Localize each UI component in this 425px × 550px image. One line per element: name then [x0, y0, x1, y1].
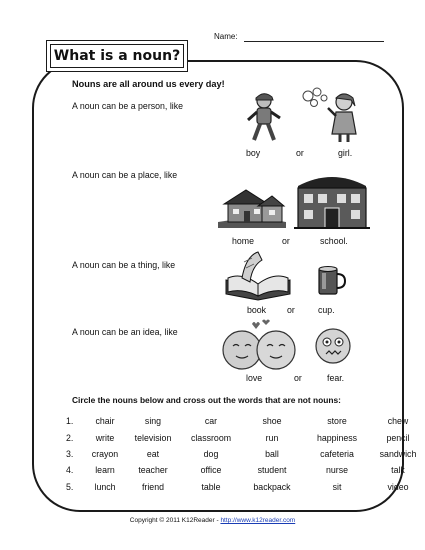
- word-row: [66, 429, 424, 445]
- row-number: 1.: [66, 416, 74, 427]
- word-item[interactable]: learn: [95, 465, 115, 476]
- intro-text: Nouns are all around us every day!: [72, 79, 225, 89]
- copyright-text: Copyright © 2011 K12Reader -: [129, 517, 221, 524]
- word-item[interactable]: sit: [332, 481, 342, 492]
- word-item[interactable]: happiness: [316, 432, 358, 443]
- word-item[interactable]: chair: [95, 416, 115, 427]
- exercise-instructions: Circle the nouns below and cross out the words that are not nouns:: [72, 395, 341, 405]
- word-item[interactable]: ball: [265, 448, 279, 459]
- caption-cup: cup.: [318, 305, 335, 315]
- word-item[interactable]: student: [257, 465, 287, 476]
- word-item[interactable]: nurse: [325, 465, 348, 476]
- caption-girl: girl.: [338, 148, 353, 158]
- page-title: What is a noun?: [50, 44, 184, 68]
- row-number: 4.: [66, 465, 74, 476]
- word-item[interactable]: write: [95, 432, 115, 443]
- caption-love: love: [246, 373, 263, 383]
- word-item[interactable]: sing: [144, 416, 162, 427]
- row-number: 2.: [66, 432, 74, 443]
- word-item[interactable]: office: [200, 465, 222, 476]
- word-item[interactable]: video: [387, 481, 409, 492]
- word-item[interactable]: television: [134, 432, 172, 443]
- word-item[interactable]: store: [327, 416, 347, 427]
- title-box: [46, 40, 188, 72]
- caption-or-2: or: [282, 236, 290, 246]
- word-item[interactable]: pencil: [386, 432, 410, 443]
- sentence-place: A noun can be a place, like: [72, 170, 178, 180]
- row-number: 3.: [66, 448, 74, 459]
- caption-book: book: [247, 305, 267, 315]
- word-item[interactable]: run: [265, 432, 279, 443]
- word-item[interactable]: sandwich: [379, 448, 417, 459]
- caption-or-1: or: [296, 148, 304, 158]
- footer: [0, 517, 425, 524]
- word-row: [66, 479, 424, 495]
- word-row: [66, 446, 424, 462]
- word-item[interactable]: shoe: [262, 416, 282, 427]
- house-icon: [216, 184, 288, 228]
- caption-fear: fear.: [327, 373, 345, 383]
- school-building-icon: [292, 170, 372, 232]
- word-item[interactable]: chew: [387, 416, 409, 427]
- sentence-idea: A noun can be an idea, like: [72, 327, 178, 337]
- name-label: Name:: [214, 32, 238, 41]
- word-item[interactable]: backpack: [253, 481, 291, 492]
- cup-icon: [316, 264, 346, 298]
- open-book-icon: [222, 250, 294, 302]
- word-row: [66, 413, 424, 429]
- word-item[interactable]: talk: [391, 465, 405, 476]
- word-item[interactable]: car: [204, 416, 218, 427]
- word-item[interactable]: friend: [141, 481, 164, 492]
- word-item[interactable]: crayon: [91, 448, 119, 459]
- love-faces-icon: [216, 318, 302, 370]
- name-field-line[interactable]: [244, 41, 384, 42]
- sentence-person: A noun can be a person, like: [72, 101, 184, 111]
- word-item[interactable]: table: [201, 481, 221, 492]
- caption-or-3: or: [287, 305, 295, 315]
- word-item[interactable]: dog: [203, 448, 219, 459]
- word-item[interactable]: eat: [146, 448, 160, 459]
- scared-face-icon: [314, 326, 352, 366]
- word-item[interactable]: teacher: [138, 465, 168, 476]
- footer-link[interactable]: http://www.k12reader.com: [220, 517, 296, 524]
- sentence-thing: A noun can be a thing, like: [72, 260, 176, 270]
- girl-blowing-bubbles-icon: [300, 86, 366, 144]
- row-number: 5.: [66, 481, 74, 492]
- word-item[interactable]: cafeteria: [320, 448, 354, 459]
- boy-icon: [240, 88, 288, 144]
- word-item[interactable]: classroom: [190, 432, 232, 443]
- caption-boy: boy: [246, 148, 261, 158]
- word-row: [66, 462, 424, 478]
- caption-home: home: [232, 236, 255, 246]
- word-item[interactable]: lunch: [94, 481, 116, 492]
- word-table: [66, 413, 424, 495]
- caption-or-4: or: [294, 373, 302, 383]
- caption-school: school.: [320, 236, 348, 246]
